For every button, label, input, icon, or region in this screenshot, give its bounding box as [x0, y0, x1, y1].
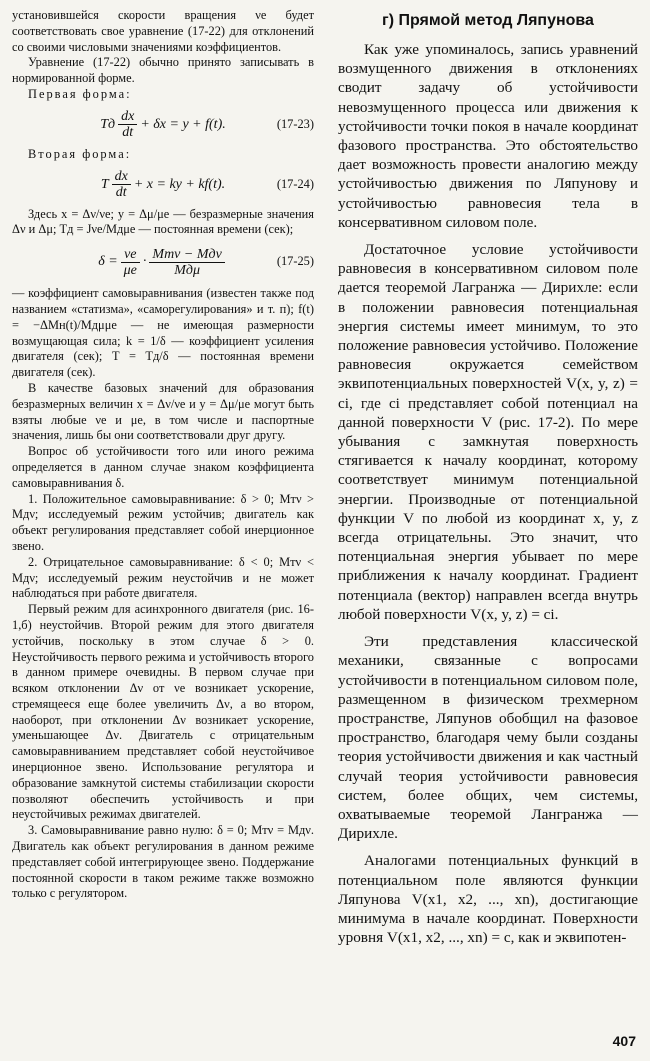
fraction — [112, 169, 131, 200]
eq-lhs: δ = — [98, 254, 118, 270]
equation-number: (17-23) — [276, 116, 314, 131]
eq-coef: Tд — [100, 116, 116, 132]
eq-rest: + x = ky + kf(t). — [133, 176, 226, 192]
fraction-denominator: dt — [115, 185, 127, 201]
equation-17-24 — [12, 167, 314, 203]
form-label: Вторая форма: — [28, 146, 132, 161]
paragraph: 1. Положительное самовыравнивание: δ > 0; Mтν > Mдν; исследуемый режим устойчив; двигатель как объект регулирования представляет собой инерционное звено. — [12, 491, 314, 553]
paragraph: — коэффициент самовыравнивания (известен также под названием «статизма», «саморегулирования» и т. п); f(t) = −ΔMн(t)/Mдμμe — не имеющая размерности возмущающая сила; k = 1/δ — коэффициент усиления двигателя (сек); T = Tд/δ — постоянная времени двигателя (сек). — [12, 286, 314, 380]
fraction-numerator: Mтν − Mдν — [149, 247, 224, 263]
fraction — [149, 247, 224, 278]
paragraph: 2. Отрицательное самовыравнивание: δ < 0; Mтν < Mдν; исследуемый режим неустойчив и не может наблюдаться при работе двигателя. — [12, 554, 314, 601]
paragraph: 3. Самовыравнивание равно нулю: δ = 0; Mтν = Mдν. Двигатель как объект регулирования в данном режиме представляет собой интегрирующее звено. Поддержание постоянной скорости в таком режиме также возможно только с регулятором. — [12, 823, 314, 901]
paragraph: В качестве базовых значений для образования безразмерных величин x = Δν/νe и y = Δμ/μe могут быть взяты любые νe и μe, в том числе и паспортные значения, лишь бы они соответствовали друг другу. — [12, 380, 314, 443]
section-heading: г) Прямой метод Ляпунова — [382, 12, 594, 29]
left-column — [12, 8, 314, 902]
paragraph: Уравнение (17-22) обычно принято записывать в нормированной форме. — [12, 55, 314, 86]
equation-number: (17-24) — [276, 176, 314, 191]
fraction-denominator: μe — [123, 262, 137, 278]
fraction-denominator: dt — [122, 125, 134, 141]
equation-number: (17-25) — [276, 254, 314, 269]
paragraph: Первый режим для асинхронного двигателя (рис. 16-1,б) неустойчив. Второй режим для этого двигателя устойчив, поскольку в этом случае δ > 0. Неустойчивость первого режима и устойчивость второго в данном примере очевидны. В первом случае при всяком отклонении Δν от νe возникает ускорение, стремящееся еще более увеличить Δν, а во втором, наоборот, при отклонении Δν возникает ускорение, уменьшающее Δν. Двигатель с отрицательным самовыравниванием представляет собой неустойчивое инерционное звено. Использование регулятора и образование замкнутой системы стабилизации скорости позволяют обеспечить устойчивость и при неустойчивых режимах двигателей. — [12, 602, 314, 822]
page-number: 407 — [612, 1033, 636, 1049]
fraction-numerator: dx — [118, 109, 137, 125]
fraction-numerator: dx — [112, 169, 131, 185]
eq-dot: · — [142, 254, 147, 270]
equation-17-25 — [12, 242, 314, 282]
equation-17-23 — [12, 107, 314, 143]
fraction-numerator: νe — [121, 247, 139, 263]
paragraph: Как уже упоминалось, запись уравнений возмущенного движения в отклонениях сводит задачу об устойчивости невозмущенного процесса или движения к устойчивости точки покоя в начале координат фазового пространства. Это обстоятельство дает возможность провести аналогию между устойчивостью движения по Ляпунову и устойчивостью равновесия тела в консервативном силовом поле. — [338, 41, 638, 231]
fraction — [121, 247, 140, 278]
paragraph: Достаточное условие устойчивости равновесия в консервативном силовом поле дается теоремой Лагранжа — Дирихле: если в положении равновесия потенциальная энергия системы имеет минимум, то это положение равновесия устойчиво. Положение равновесия окружается семейством эквипотенциальных поверхностей V(x, y, z) = ci, где ci представляет собой потенциал на данной поверхности V (рис. 17-2). По мере убывания c замкнутая поверхность стягивается к началу координат, которому соответствует минимум потенциальной энергии. Производные от потенциальной функции V по любой из координат x, y, z всегда отрицательны. Это значит, что потенциальная энергия убывает по мере приближения к началу координат. Градиент потенциала (вектор) направлен всегда внутрь любой поверхности V(x, y, z) = ci. — [338, 241, 638, 623]
right-column — [338, 8, 638, 947]
eq-coef: T — [100, 176, 109, 192]
paragraph: Здесь x = Δν/νe; y = Δμ/μe — безразмерные значения Δν и Δμ; Tд = Jνe/Mдμe — постоянная времени (сек); — [12, 206, 314, 237]
fraction-denominator: Mдμ — [174, 262, 200, 278]
paragraph: Вопрос об устойчивости того или иного режима определяется в данном случае знаком коэффициента самовыравнивания δ. — [12, 444, 314, 490]
fraction — [118, 109, 137, 140]
eq-rest: + δx = y + f(t). — [140, 116, 226, 132]
form-label: Первая форма: — [28, 86, 132, 101]
paragraph: Эти представления классической механики, связанные с вопросами устойчивости в потенциальном силовом поле, размещенном в физическом трехмерном пространстве, Ляпунов обобщил на фазовое пространство, благодаря чему были созданы теория устойчивости движения и как частный случай теория устойчивости равновесия систем, более общих, чем системы, охватываемые теоремой Лангранжа — Дирихле. — [338, 633, 638, 843]
paragraph: Аналогами потенциальных функций в потенциальном поле являются функции Ляпунова V(x1, x2, ..., xn), достигающие минимума в начале координат. Поверхности уровня V(x1, x2, ..., xn) = c, как и эквипотен- — [338, 852, 638, 947]
paragraph: установившейся скорости вращения νe будет соответствовать свое уравнение (17-22) для отклонений со своими числовыми значениями коэффициентов. — [12, 8, 314, 54]
